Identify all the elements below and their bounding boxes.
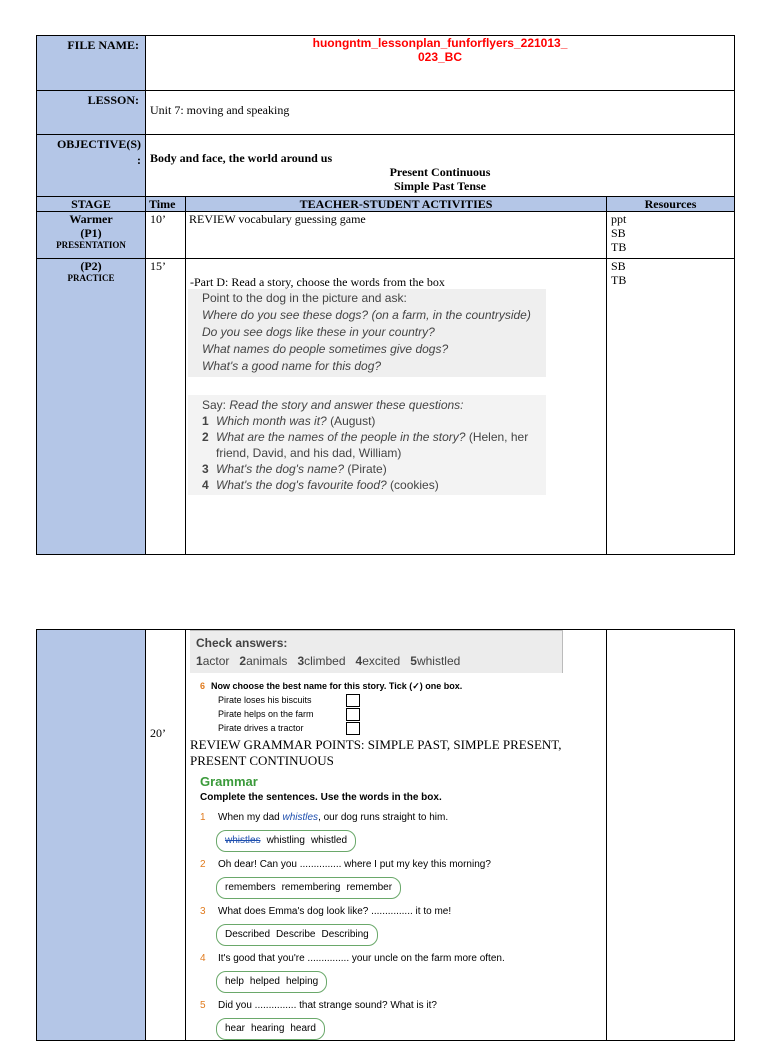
table-row (37, 259, 735, 555)
activity-cell (186, 630, 607, 1041)
objective-line-2: Present Continuous (389, 165, 491, 179)
grammar-title: Grammar (200, 774, 258, 789)
tick-option: Pirate loses his biscuits (218, 695, 312, 705)
word-option: helped (249, 976, 280, 987)
question-number: 1 (202, 414, 209, 428)
question-number: 4 (200, 953, 206, 964)
file-name-label: FILE NAME: (67, 38, 139, 52)
word-option: remembering (281, 882, 341, 893)
col-resources: Resources (607, 197, 735, 212)
question-text: What are the names of the people in the story? (216, 430, 466, 444)
snippet-line: What names do people sometimes give dogs? (202, 342, 449, 356)
answer-number: 4 (355, 654, 363, 668)
check-answers-title: Check answers: (196, 636, 288, 650)
word-option: Describe (276, 929, 316, 940)
question-text: What's the dog's name? (216, 462, 344, 476)
time-cell (146, 630, 186, 1041)
objective-line-1: Body and face, the world around us (150, 151, 333, 165)
word-option: Describing (321, 929, 369, 940)
grammar-question (200, 858, 606, 872)
file-name-label-cell (37, 36, 146, 91)
word-option: whistled (310, 835, 348, 846)
exercise-question: Now choose the best name for this story. Tick (✓) one box. (211, 681, 463, 691)
activity-cell: REVIEW vocabulary guessing game (186, 212, 607, 259)
question-text: When my dad (218, 812, 280, 823)
snippet-line: Where do you see these dogs? (on a farm, in the countryside) (202, 308, 531, 322)
textbook-snippet-dog-questions (188, 289, 546, 377)
word-option: whistling (266, 835, 305, 846)
answer-number: 2 (239, 654, 247, 668)
question-answer: (Pirate) (347, 462, 387, 476)
word-box (216, 971, 327, 993)
tick-box[interactable] (346, 722, 360, 735)
word-option: hear (225, 1023, 246, 1034)
grammar-instructions: Complete the sentences. Use the words in the box. (200, 792, 442, 803)
resources-cell (607, 630, 735, 1041)
objective-label-cell (37, 135, 146, 197)
question-number: 2 (202, 430, 209, 444)
word-option: hearing (251, 1023, 285, 1034)
word-box (216, 1018, 325, 1040)
lesson-text: Unit 7: moving and speaking (150, 103, 290, 117)
check-answers-list (196, 652, 556, 670)
objective-line-3: Simple Past Tense (393, 179, 486, 193)
word-option: remembers (225, 882, 276, 893)
word-option: whistles (225, 835, 261, 846)
stage-cell-practice (37, 259, 146, 555)
file-name-value (146, 36, 735, 91)
question-number: 1 (200, 812, 206, 823)
stage-presentation: PRESENTATION (56, 240, 126, 250)
grammar-question (200, 952, 606, 966)
resource-item: ppt (611, 212, 627, 226)
stage-p2: (P2) (80, 259, 102, 273)
question-answer: (cookies) (390, 478, 439, 492)
lesson-label-cell (37, 91, 146, 135)
question-number: 3 (202, 462, 209, 476)
col-time: Time (146, 197, 186, 212)
answer-number: 5 (410, 654, 417, 668)
check-answers-snippet (190, 630, 563, 673)
grammar-review-heading: REVIEW GRAMMAR POINTS: SIMPLE PAST, SIMPLE PRESENT, PRESENT CONTINUOUS (190, 737, 562, 768)
word-box (216, 924, 378, 946)
lesson-label: LESSON: (87, 93, 139, 107)
lesson-plan-table-page-2 (36, 629, 735, 1041)
resource-item: SB (611, 226, 626, 240)
stage-p1: (P1) (80, 226, 102, 240)
handwritten-answer: whistles (282, 812, 319, 823)
word-option: heard (290, 1023, 316, 1034)
snippet-line: Do you see dogs like these in your country? (202, 325, 435, 339)
answer-word: climbed (304, 654, 346, 668)
time-20: 20’ (150, 726, 166, 740)
tick-box[interactable] (346, 708, 360, 721)
time-cell: 10’ (146, 212, 186, 259)
table-row (37, 630, 735, 1041)
tick-box-exercise (200, 679, 606, 735)
question-number: 3 (200, 906, 206, 917)
objective-value (146, 135, 735, 197)
answer-word: whistled (416, 654, 461, 668)
tick-box[interactable] (346, 694, 360, 707)
activity-cell (186, 259, 607, 555)
question-text: Which month was it? (216, 414, 327, 428)
answer-word: excited (362, 654, 401, 668)
question-text: What does Emma's dog look like? ............... it to me! (218, 906, 452, 917)
answer-word: animals (246, 654, 288, 668)
stage-practice: PRACTICE (67, 273, 115, 283)
file-name-line-2: 023_BC (417, 50, 463, 64)
time-cell: 15’ (146, 259, 186, 555)
stage-cell-empty (37, 630, 146, 1041)
col-activities: TEACHER-STUDENT ACTIVITIES (186, 197, 607, 212)
resources-cell (607, 212, 735, 259)
say-text: Read the story and answer these questions: (229, 398, 464, 412)
resources-cell (607, 259, 735, 555)
textbook-snippet-story-questions (188, 395, 546, 495)
question-text: Oh dear! Can you ............... where I put my key this morning? (218, 859, 491, 870)
answer-word: actor (202, 654, 230, 668)
col-stage: STAGE (37, 197, 146, 212)
word-option: helping (285, 976, 319, 987)
grammar-exercise (200, 775, 606, 1040)
word-box (216, 877, 401, 899)
objective-colon: : (137, 153, 141, 167)
word-option: remember (346, 882, 393, 893)
question-text: Did you ............... that strange sound? What is it? (218, 1000, 437, 1011)
stage-warmer: Warmer (69, 212, 113, 226)
file-name-line-1: huongntm_lessonplan_funforflyers_221013_ (312, 36, 568, 50)
word-option: Described (225, 929, 271, 940)
question-text: It's good that you're ............... your uncle on the farm more often. (218, 953, 505, 964)
grammar-question (200, 811, 606, 825)
question-text: What's the dog's favourite food? (216, 478, 387, 492)
grammar-question (200, 999, 606, 1013)
question-text: , our dog runs straight to him. (318, 812, 449, 823)
grammar-question (200, 905, 606, 919)
resource-item: TB (611, 240, 627, 254)
tick-option: Pirate helps on the farm (218, 709, 314, 719)
answer-number: 3 (297, 654, 305, 668)
say-prefix: Say: (202, 398, 227, 412)
stage-cell-warmer (37, 212, 146, 259)
question-number: 4 (202, 478, 209, 492)
answer-number: 1 (196, 654, 203, 668)
snippet-line: What's a good name for this dog? (202, 359, 382, 373)
question-answer: (August) (330, 414, 376, 428)
word-box (216, 830, 356, 852)
resource-item: SB (611, 259, 626, 273)
question-answer: (Helen, her (468, 430, 529, 444)
question-answer-cont: friend, David, and his dad, William) (216, 446, 402, 460)
objective-label: OBJECTIVE(S) (56, 137, 141, 151)
table-row (37, 212, 735, 259)
lesson-plan-table (36, 35, 735, 555)
question-number: 5 (200, 1000, 206, 1011)
snippet-line: Point to the dog in the picture and ask: (202, 291, 407, 305)
question-number: 2 (200, 859, 206, 870)
exercise-number: 6 (200, 681, 206, 691)
tick-option: Pirate drives a tractor (218, 723, 304, 733)
activity-text: -Part D: Read a story, choose the words from the box (190, 275, 445, 289)
resource-item: TB (611, 273, 627, 287)
word-option: help (225, 976, 244, 987)
lesson-value (146, 91, 735, 135)
